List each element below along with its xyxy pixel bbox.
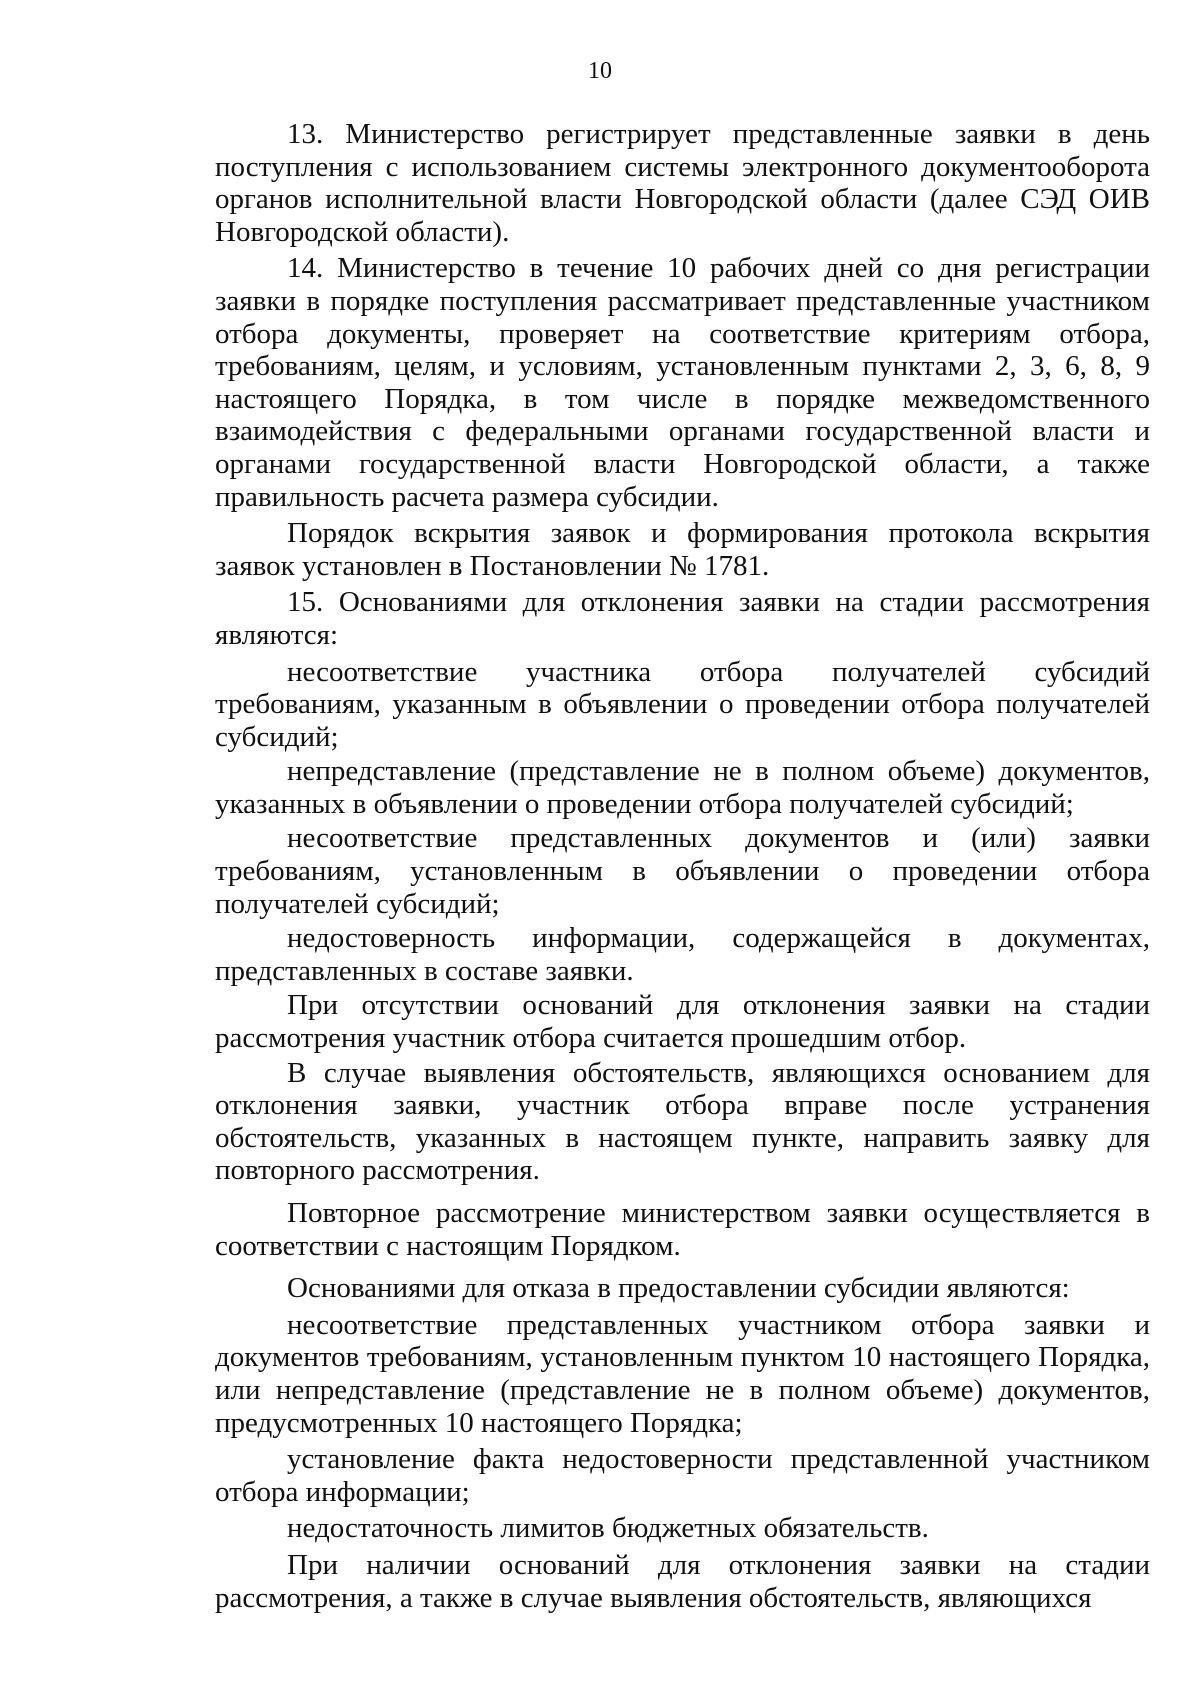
paragraph-passed-selection: При отсутствии оснований для отклонения заявки на стадии рассмотрения участник отбора считается прошедшим отбор. xyxy=(215,989,1150,1055)
paragraph-resubmission: В случае выявления обстоятельств, являющихся основанием для отклонения заявки, участник отбора вправе после устранения обстоятельств, указанных в настоящем пункте, направить заявку для повторного рассмотрения. xyxy=(215,1056,1150,1187)
list-item-refusal-unreliable: установление факта недостоверности представленной участником отбора информации; xyxy=(215,1443,1150,1508)
paragraph-14-review: 14. Министерство в течение 10 рабочих дней со дня регистрации заявки в порядке поступления рассматривает представленные участником отбора документы, проверяет на соответствие критериям отбора, требованиям, целям, и условиям, установленным пунктами 2, 3, 6, 8, 9 настоящего Порядка, в том числе в порядке межведомственного взаимодействия с федеральными органами государственной власти и органами государственной власти Новгородской области, а также правильность расчета размера субсидии. xyxy=(215,252,1150,513)
paragraph-rejection-continuation: При наличии оснований для отклонения заявки на стадии рассмотрения, а также в случае выявления обстоятельств, являющихся xyxy=(215,1548,1150,1614)
paragraph-repeat-review: Повторное рассмотрение министерством заявки осуществляется в соответствии с настоящим Порядком. xyxy=(215,1197,1150,1262)
page-number: 10 xyxy=(588,58,612,84)
list-item-unreliable-information: недостоверность информации, содержащейся в документах, представленных в составе заявки. xyxy=(215,922,1150,987)
paragraph-15-rejection-grounds: 15. Основаниями для отклонения заявки на стадии рассмотрения являются: xyxy=(215,586,1150,651)
paragraph-opening-procedure: Порядок вскрытия заявок и формирования протокола вскрытия заявок установлен в Постановлении № 1781. xyxy=(215,517,1150,582)
paragraph-refusal-grounds: Основаниями для отказа в предоставлении субсидии являются: xyxy=(287,1272,1070,1305)
list-item-participant-mismatch: несоответствие участника отбора получателей субсидий требованиям, указанным в объявлении о проведении отбора получателей субсидий; xyxy=(215,655,1150,753)
list-item-documents-missing: непредставление (представление не в полном объеме) документов, указанных в объявлении о проведении отбора получателей субсидий; xyxy=(215,755,1150,820)
list-item-documents-mismatch: несоответствие представленных документов и (или) заявки требованиям, установленным в объявлении о проведении отбора получателей субсидий; xyxy=(215,822,1150,920)
list-item-refusal-documents: несоответствие представленных участником отбора заявки и документов требованиям, установленным пунктом 10 настоящего Порядка, или непредставление (представление не в полном объеме) документов, предусмотренных 10 настоящего Порядка; xyxy=(215,1308,1150,1439)
list-item-refusal-limits: недостаточность лимитов бюджетных обязательств. xyxy=(287,1512,929,1545)
document-body xyxy=(215,118,1150,1614)
paragraph-13-registration: 13. Министерство регистрирует представленные заявки в день поступления с использованием системы электронного документооборота органов исполнительной власти Новгородской области (далее СЭД ОИВ Новгородской области). xyxy=(215,118,1150,248)
